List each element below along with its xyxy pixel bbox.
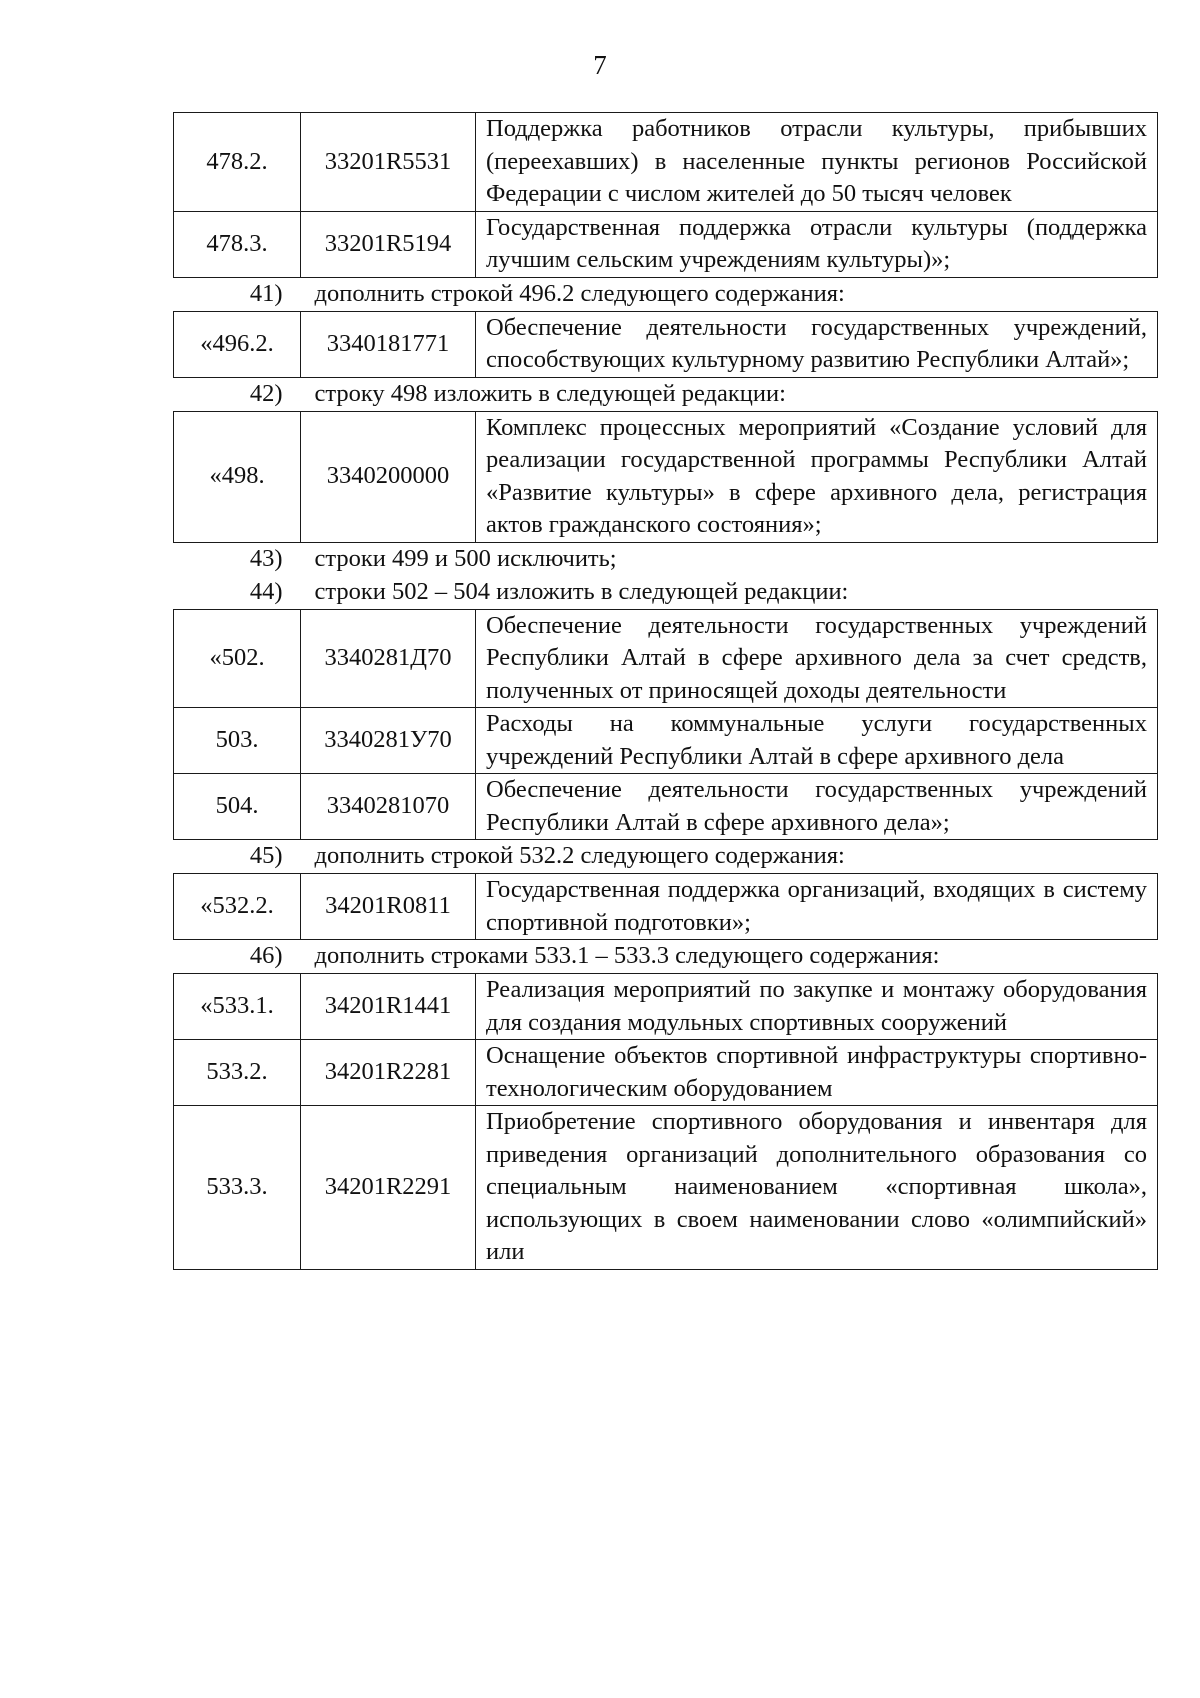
- row-number-cell: 503.: [174, 708, 301, 774]
- amendment-text: строки 502 – 504 изложить в следующей редакции:: [314, 577, 849, 605]
- amendment-number: 41): [249, 279, 283, 307]
- amendment-instruction: [174, 576, 1158, 610]
- description-cell: Оснащение объектов спортивной инфраструктуры спортивно-технологическим оборудованием: [476, 1040, 1158, 1106]
- table-row: [174, 311, 1158, 377]
- description-cell: Приобретение спортивного оборудования и инвентаря для приведения организаций дополнительного образования со специальным наименованием «спортивная школа», использующих в своем наименовании слово «олимпийский» или: [476, 1106, 1158, 1270]
- table-row: [174, 211, 1158, 277]
- code-cell: 3340281Д70: [301, 609, 476, 708]
- page-number: 7: [593, 50, 607, 80]
- row-number-cell: «533.1.: [174, 974, 301, 1040]
- amendment-text: строку 498 изложить в следующей редакции:: [314, 379, 786, 407]
- code-cell: 34201R1441: [301, 974, 476, 1040]
- row-number-cell: «498.: [174, 411, 301, 542]
- code-cell: 33201R5194: [301, 211, 476, 277]
- description-cell: Государственная поддержка организаций, входящих в систему спортивной подготовки»;: [476, 874, 1158, 940]
- row-number-cell: 478.2.: [174, 113, 301, 212]
- table-row: [174, 411, 1158, 542]
- row-number-cell: 504.: [174, 774, 301, 840]
- row-number-cell: 533.2.: [174, 1040, 301, 1106]
- table-row: [174, 974, 1158, 1040]
- table-row: [174, 113, 1158, 212]
- code-cell: 33201R5531: [301, 113, 476, 212]
- amendment-number: 42): [249, 379, 283, 407]
- code-cell: 34201R2281: [301, 1040, 476, 1106]
- amendment-instruction: [174, 840, 1158, 874]
- code-cell: 3340281У70: [301, 708, 476, 774]
- amendment-instruction: [174, 940, 1158, 974]
- amendment-number: 46): [249, 942, 283, 970]
- amendment-instruction: [174, 542, 1158, 576]
- amendment-number: 43): [249, 544, 283, 572]
- row-number-cell: 478.3.: [174, 211, 301, 277]
- description-cell: Обеспечение деятельности государственных учреждений Республики Алтай в сфере архивного дела за счет средств, полученных от приносящей доходы деятельности: [476, 609, 1158, 708]
- table-row: [174, 1040, 1158, 1106]
- table-row: [174, 609, 1158, 708]
- budget-classification-table: [173, 112, 1158, 1270]
- amendment-text: дополнить строкой 496.2 следующего содержания:: [314, 279, 845, 307]
- description-cell: Реализация мероприятий по закупке и монтажу оборудования для создания модульных спортивных сооружений: [476, 974, 1158, 1040]
- amendment-text: строки 499 и 500 исключить;: [314, 544, 617, 572]
- description-cell: Поддержка работников отрасли культуры, прибывших (переехавших) в населенные пункты регионов Российской Федерации с числом жителей до 50 тысяч человек: [476, 113, 1158, 212]
- description-cell: Расходы на коммунальные услуги государственных учреждений Республики Алтай в сфере архивного дела: [476, 708, 1158, 774]
- code-cell: 34201R0811: [301, 874, 476, 940]
- description-cell: Обеспечение деятельности государственных учреждений Республики Алтай в сфере архивного дела»;: [476, 774, 1158, 840]
- table-row: [174, 774, 1158, 840]
- description-cell: Обеспечение деятельности государственных учреждений, способствующих культурному развитию Республики Алтай»;: [476, 311, 1158, 377]
- amendment-number: 45): [249, 842, 283, 870]
- code-cell: 3340281070: [301, 774, 476, 840]
- code-cell: 3340200000: [301, 411, 476, 542]
- amendment-number: 44): [249, 577, 283, 605]
- amendment-instruction: [174, 277, 1158, 311]
- row-number-cell: «502.: [174, 609, 301, 708]
- amendment-text: дополнить строками 533.1 – 533.3 следующего содержания:: [314, 942, 940, 970]
- amendment-instruction: [174, 377, 1158, 411]
- table-row: [174, 1106, 1158, 1270]
- description-cell: Государственная поддержка отрасли культуры (поддержка лучшим сельским учреждениям культуры)»;: [476, 211, 1158, 277]
- code-cell: 34201R2291: [301, 1106, 476, 1270]
- amendment-text: дополнить строкой 532.2 следующего содержания:: [314, 842, 845, 870]
- row-number-cell: «532.2.: [174, 874, 301, 940]
- row-number-cell: 533.3.: [174, 1106, 301, 1270]
- description-cell: Комплекс процессных мероприятий «Создание условий для реализации государственной программы Республики Алтай «Развитие культуры» в сфере архивного дела, регистрация актов гражданского состояния»;: [476, 411, 1158, 542]
- code-cell: 3340181771: [301, 311, 476, 377]
- row-number-cell: «496.2.: [174, 311, 301, 377]
- table-row: [174, 708, 1158, 774]
- table-row: [174, 874, 1158, 940]
